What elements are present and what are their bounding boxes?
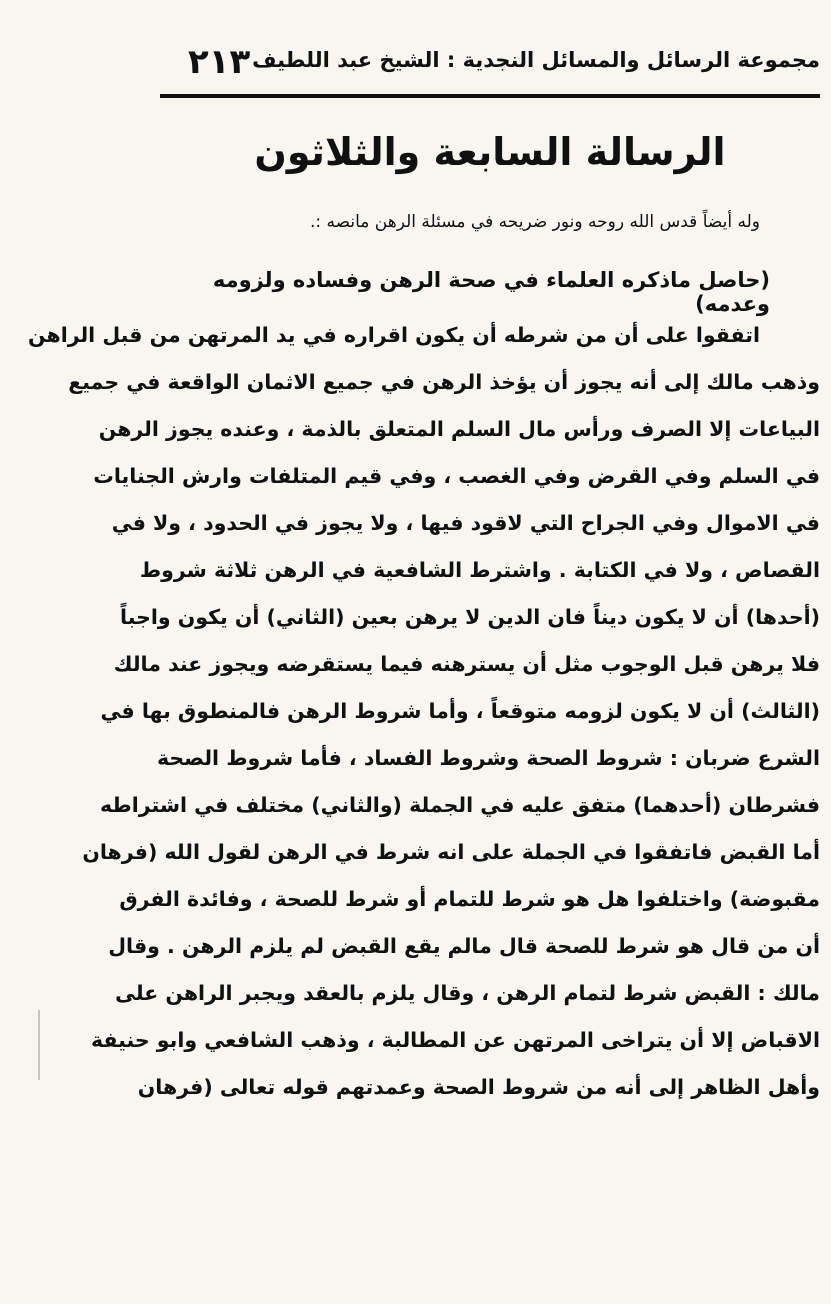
text-line: في الاموال وفي الجراح التي لاقود فيها ، ولا يجوز في الحدود ، ولا في xyxy=(111,511,820,535)
text-line: وذهب مالك إلى أنه يجوز أن يؤخذ الرهن في جميع الاثمان الواقعة في جميع xyxy=(68,370,820,394)
text-line: أن من قال هو شرط للصحة قال مالم يقع القبض لم يلزم الرهن . وقال xyxy=(108,934,820,958)
running-header xyxy=(160,40,820,94)
text-line: فشرطان (أحدهما) متفق عليه في الجملة (والثاني) مختلف في اشتراطه xyxy=(99,793,820,817)
text-line: مالك : القبض شرط لتمام الرهن ، وقال يلزم بالعقد ويجبر الراهن على xyxy=(115,981,820,1005)
text-line: مقبوضة) واختلفوا هل هو شرط للتمام أو شرط للصحة ، وفائدة الفرق xyxy=(119,887,820,911)
text-line: الشرع ضربان : شروط الصحة وشروط الفساد ، فأما شروط الصحة xyxy=(156,746,820,770)
text-line: أما القبض فاتفقوا في الجملة على انه شرط في الرهن لقول الله (فرهان xyxy=(82,840,820,864)
intro-line: وله أيضاً قدس الله روحه ونور ضريحه في مسئلة الرهن مانصه :. xyxy=(309,212,760,232)
header-rule xyxy=(160,94,820,98)
header-title: مجموعة الرسائل والمسائل النجدية : الشيخ عبد اللطيف xyxy=(252,48,820,72)
text-line: في السلم وفي القرض وفي الغصب ، وفي قيم المتلفات وارش الجنايات xyxy=(93,464,820,488)
text-line: القصاص ، ولا في الكتابة . واشترط الشافعية في الرهن ثلاثة شروط xyxy=(139,558,820,582)
text-line: البياعات إلا الصرف ورأس مال السلم المتعلق بالذمة ، وعنده يجوز الرهن xyxy=(98,417,820,441)
text-line: (الثالث) أن لا يكون لزومه متوقعاً ، وأما شروط الرهن فالمنطوق بها في xyxy=(100,699,820,723)
text-line: فلا يرهن قبل الوجوب مثل أن يسترهنه فيما يستقرضه ويجوز عند مالك xyxy=(113,652,820,676)
scan-artifact xyxy=(38,1010,40,1080)
text-line: وأهل الظاهر إلى أنه من شروط الصحة وعمدتهم قوله تعالى (فرهان xyxy=(137,1075,820,1099)
text-line: الاقباض إلا أن يتراخى المرتهن عن المطالبة ، وذهب الشافعي وابو حنيفة xyxy=(90,1028,820,1052)
section-heading: (حاصل ماذكره العلماء في صحة الرهن وفساده ولزومه وعدمه) xyxy=(212,268,770,316)
chapter-title: الرسالة السابعة والثلاثون xyxy=(254,130,726,174)
body-text xyxy=(28,312,820,1111)
page-number: ٢١٣ xyxy=(188,42,251,82)
text-line: (أحدها) أن لا يكون ديناً فان الدين لا يرهن بعين (الثاني) أن يكون واجباً xyxy=(120,605,820,629)
text-line: اتفقوا على أن من شرطه أن يكون اقراره في يد المرتهن من قبل الراهن xyxy=(28,323,760,347)
